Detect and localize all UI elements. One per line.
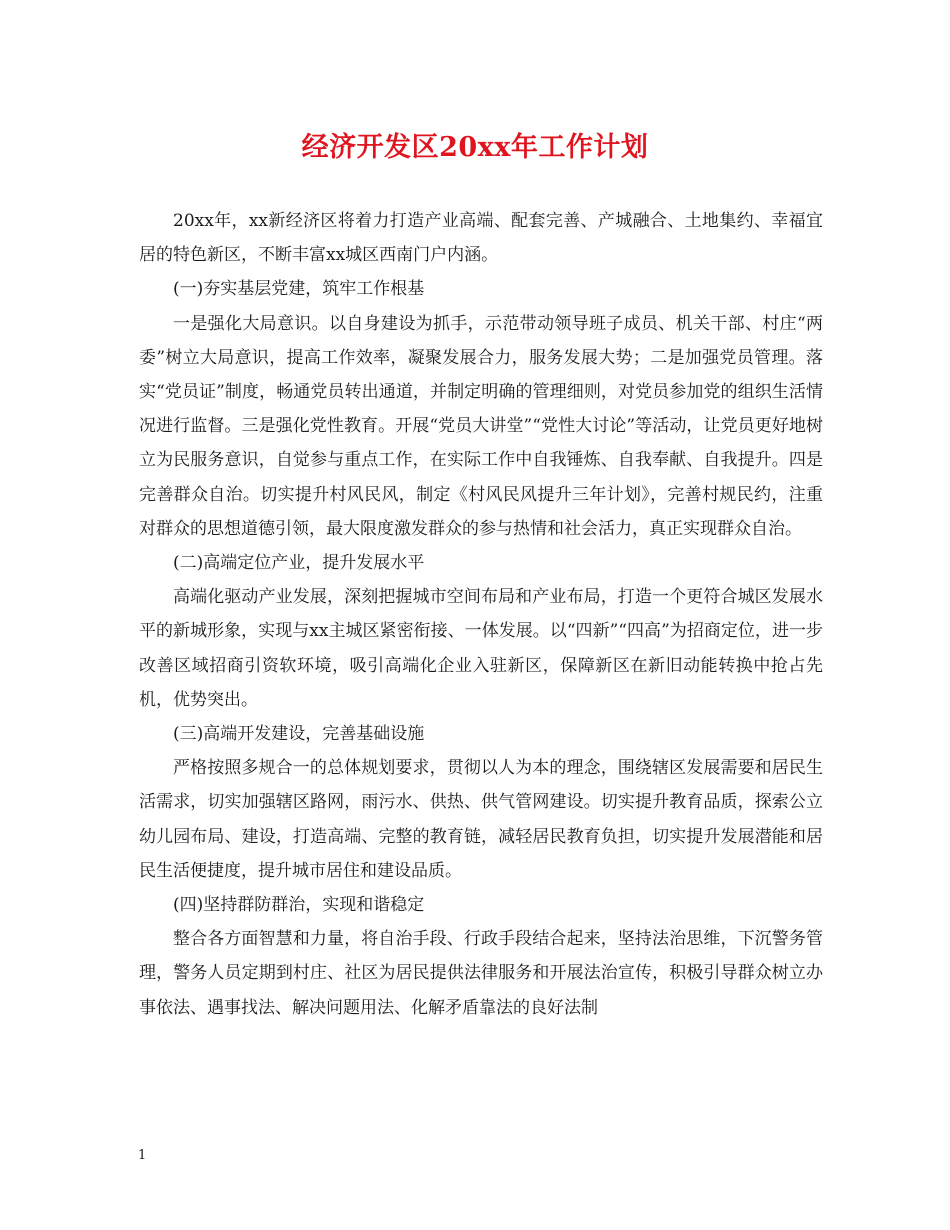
- section-heading-4: (四)坚持群防群治，实现和谐稳定: [173, 895, 425, 916]
- section-heading-2: (二)高端定位产业，提升发展水平: [173, 553, 425, 574]
- section-body-2: 高端化驱动产业发展，深刻把握城市空间布局和产业布局，打造一个更符合城区发展水平的新城形象，实现与xx主城区紧密衔接、一体发展。以“四新”“四高”为招商定位，进一步改善区域招商引资软环境，吸引高端化企业入驻新区，保障新区在新旧动能转换中抢占先机，优势突出。: [139, 587, 823, 710]
- section-heading-3: (三)高端开发建设，完善基础设施: [173, 724, 425, 745]
- document-body: [139, 204, 823, 1025]
- section-body-3: 严格按照多规合一的总体规划要求，贯彻以人为本的理念，围绕辖区发展需要和居民生活需求，切实加强辖区路网，雨污水、供热、供气管网建设。切实提升教育品质，探索公立幼儿园布局、建设，打造高端、完整的教育链，减轻居民教育负担，切实提升发展潜能和居民生活便捷度，提升城市居住和建设品质。: [139, 758, 823, 881]
- page-title: 经济开发区20xx年工作计划: [301, 132, 649, 163]
- intro-paragraph: 20xx年，xx新经济区将着力打造产业高端、配套完善、产城融合、土地集约、幸福宜居的特色新区，不断丰富xx城区西南门户内涵。: [139, 211, 823, 266]
- section-body-1: 一是强化大局意识。以自身建设为抓手，示范带动领导班子成员、机关干部、村庄“两委”树立大局意识，提高工作效率，凝聚发展合力，服务发展大势；二是加强党员管理。落实“党员证”制度，畅通党员转出通道，并制定明确的管理细则，对党员参加党的组织生活情况进行监督。三是强化党性教育。开展“党员大讲堂”“党性大讨论”等活动，让党员更好地树立为民服务意识，自觉参与重点工作，在实际工作中自我锤炼、自我奉献、自我提升。四是完善群众自治。切实提升村风民风，制定《村风民风提升三年计划》，完善村规民约，注重对群众的思想道德引领，最大限度激发群众的参与热情和社会活力，真正实现群众自治。: [139, 313, 823, 539]
- section-heading-1: (一)夯实基层党建，筑牢工作根基: [173, 279, 425, 300]
- section-body-4: 整合各方面智慧和力量，将自治手段、行政手段结合起来，坚持法治思维，下沉警务管理，警务人员定期到村庄、社区为居民提供法律服务和开展法治宣传，积极引导群众树立办事依法、遇事找法、解决问题用法、化解矛盾靠法的良好法制: [139, 929, 823, 1018]
- page-number: 1: [138, 1148, 147, 1163]
